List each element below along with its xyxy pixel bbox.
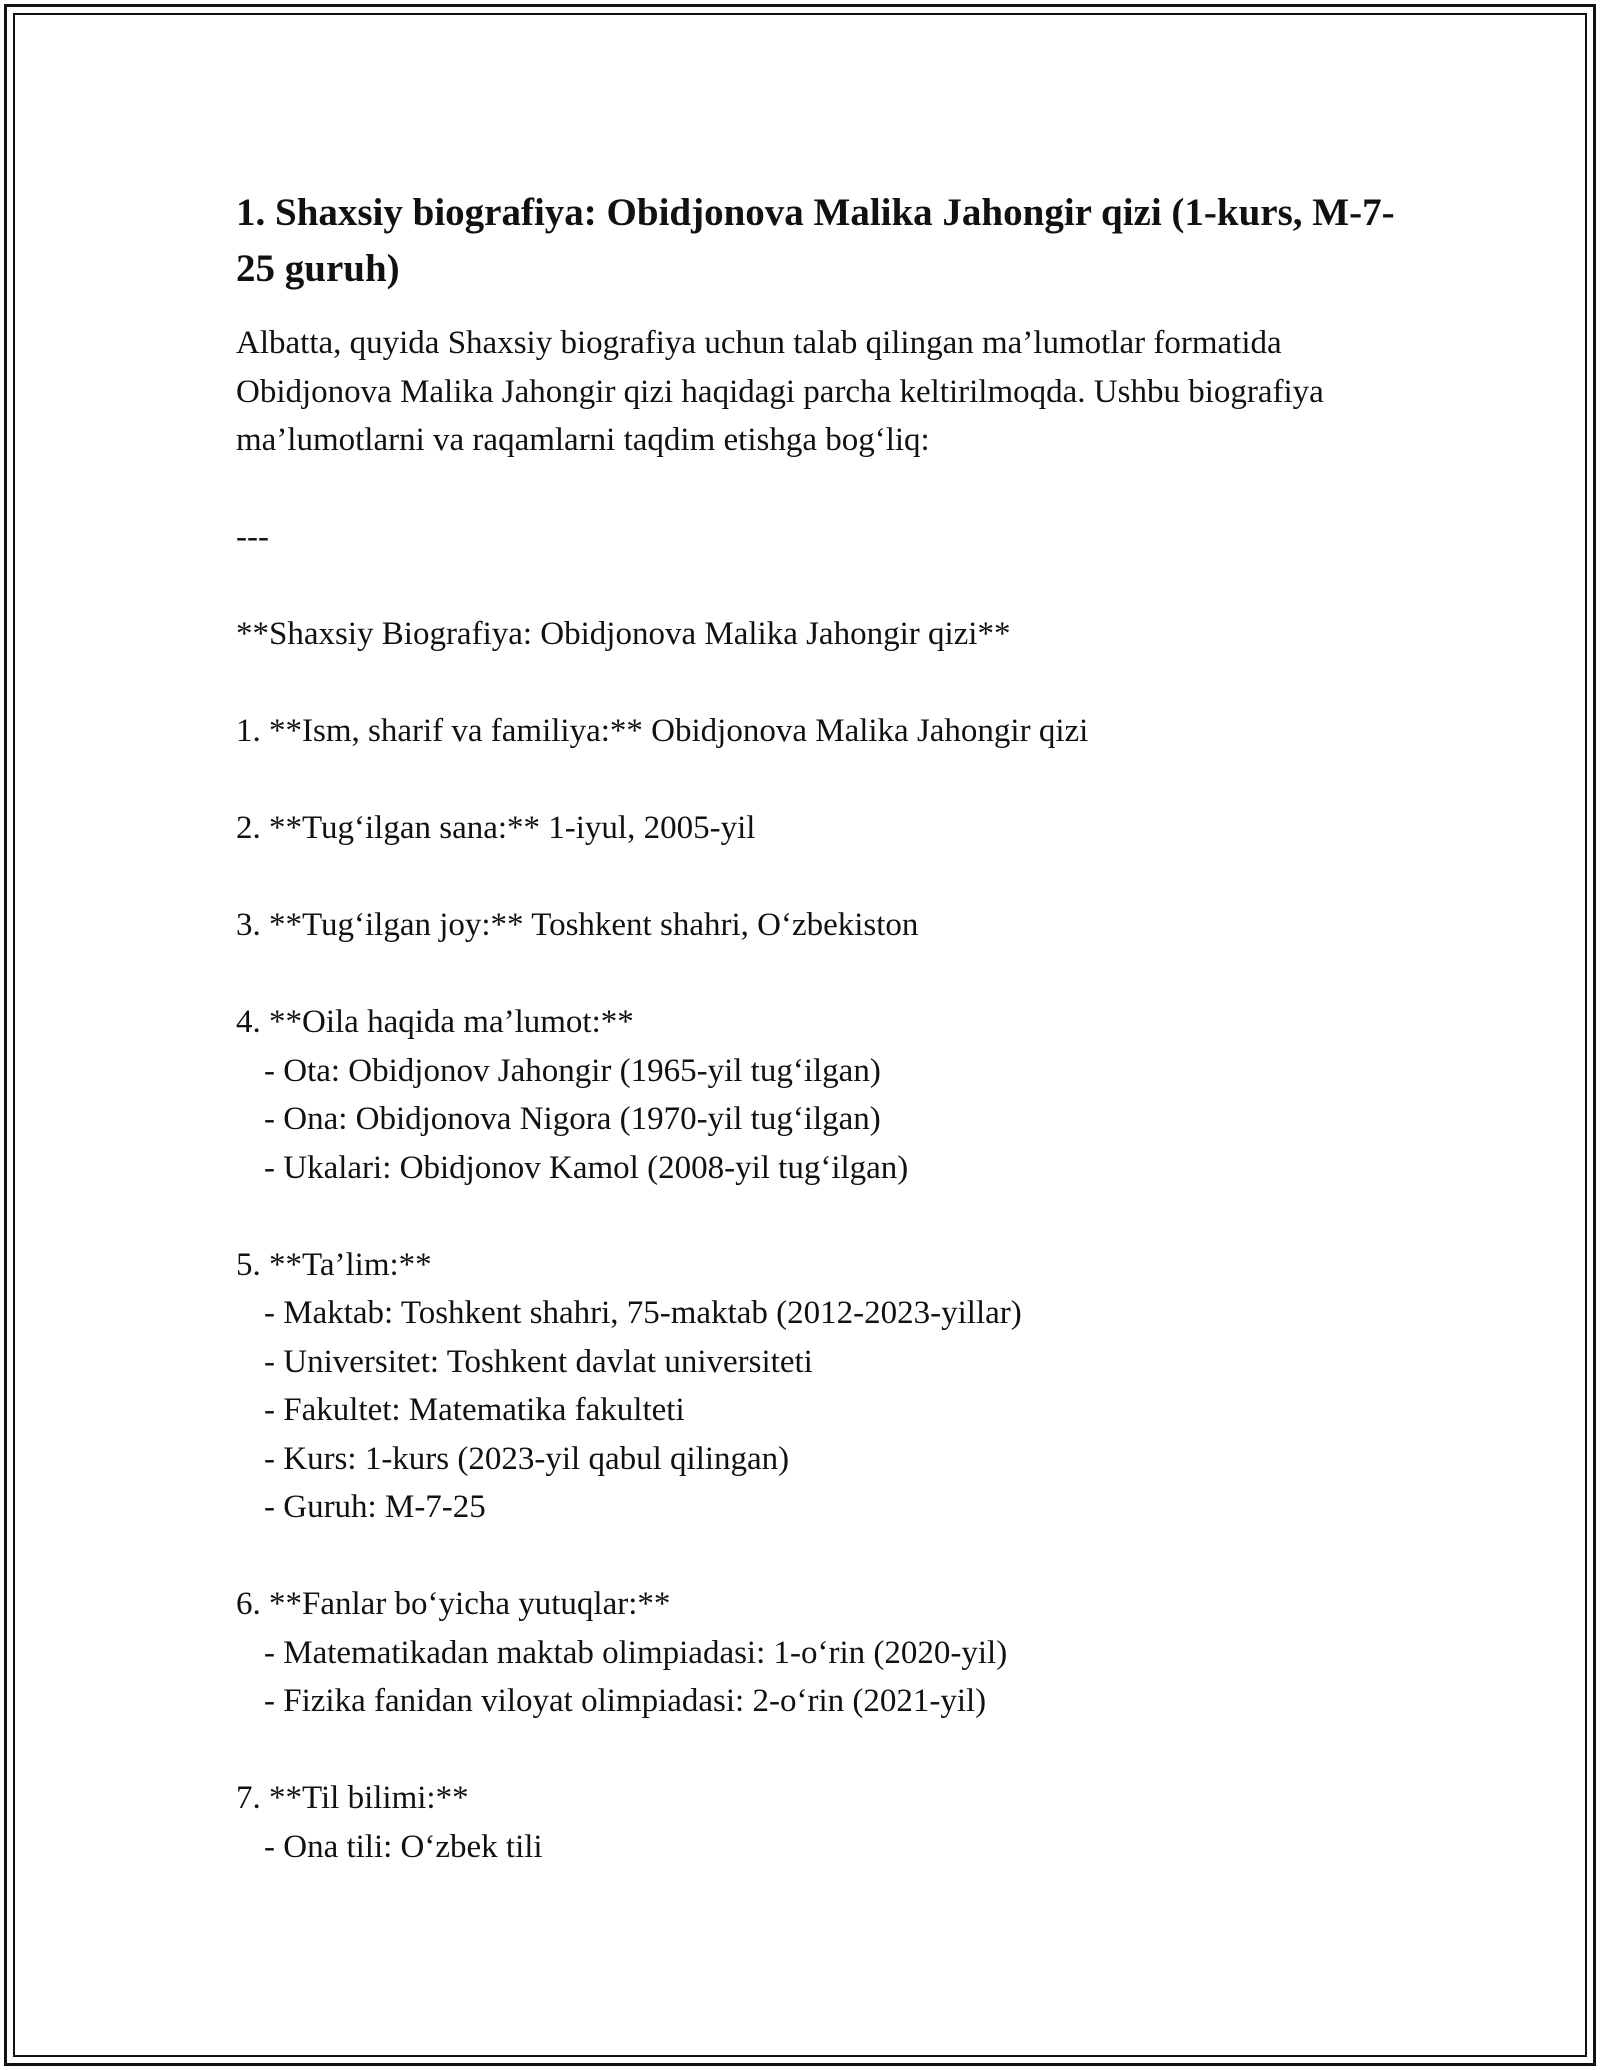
list-item: - Fakultet: Matematika fakulteti [264, 1392, 685, 1428]
list-item: - Ukalari: Obidjonov Kamol (2008-yil tug‘ilgan) [264, 1149, 909, 1186]
blank-line [236, 756, 1406, 805]
section-title: 2. **Tug‘ilgan sana:** 1-iyul, 2005-yil [236, 810, 756, 846]
blank-line [236, 1726, 1406, 1775]
list-item: - Maktab: Toshkent shahri, 75-maktab (2012-2023-yillar) [264, 1295, 1022, 1331]
separator-line: --- [236, 519, 269, 555]
list-item: - Universitet: Toshkent davlat universiteti [264, 1343, 813, 1380]
document-body [236, 185, 1406, 1871]
list-item: - Kurs: 1-kurs (2023-yil qabul qilingan) [264, 1440, 790, 1477]
blank-line [236, 1192, 1406, 1241]
section-title: 1. **Ism, sharif va familiya:** Obidjonova Malika Jahongir qizi [236, 713, 1089, 749]
list-item: - Ona tili: O‘zbek tili [264, 1828, 543, 1865]
list-item: - Guruh: M-7-25 [264, 1489, 486, 1525]
blank-line [236, 950, 1406, 999]
list-item: - Fizika fanidan viloyat olimpiadasi: 2-o‘rin (2021-yil) [264, 1683, 987, 1719]
blank-line [236, 465, 1406, 514]
list-item: - Ota: Obidjonov Jahongir (1965-yil tug‘ilgan) [264, 1052, 881, 1089]
section-title: 5. **Ta’lim:** [236, 1246, 432, 1283]
biography-subtitle: **Shaxsiy Biografiya: Obidjonova Malika Jahongir qizi** [236, 616, 1011, 652]
blank-line [236, 1532, 1406, 1581]
section-title: 3. **Tug‘ilgan joy:** Toshkent shahri, O‘zbekiston [236, 907, 919, 943]
section-title: 4. **Oila haqida ma’lumot:** [236, 1004, 634, 1040]
section-title: 6. **Fanlar bo‘yicha yutuqlar:** [236, 1586, 671, 1622]
blank-line [236, 853, 1406, 902]
list-item: - Matematikadan maktab olimpiadasi: 1-o‘rin (2020-yil) [264, 1634, 1008, 1671]
section-title: 7. **Til bilimi:** [236, 1780, 469, 1816]
intro-paragraph: Albatta, quyida Shaxsiy biografiya uchun talab qilingan ma’lumotlar formatida Obidjonova Malika Jahongir qizi haqidagi parcha keltirilmoqda. Ushbu biografiya ma’lumotlarni va raqamlarni taqdim etishga bog‘liq: [236, 325, 1324, 458]
document-heading: 1. Shaxsiy biografiya: Obidjonova Malika Jahongir qizi (1-kurs, M-7-25 guruh) [236, 191, 1395, 290]
list-item: - Ona: Obidjonova Nigora (1970-yil tug‘ilgan) [264, 1101, 881, 1137]
blank-line [236, 562, 1406, 611]
blank-line [236, 659, 1406, 708]
